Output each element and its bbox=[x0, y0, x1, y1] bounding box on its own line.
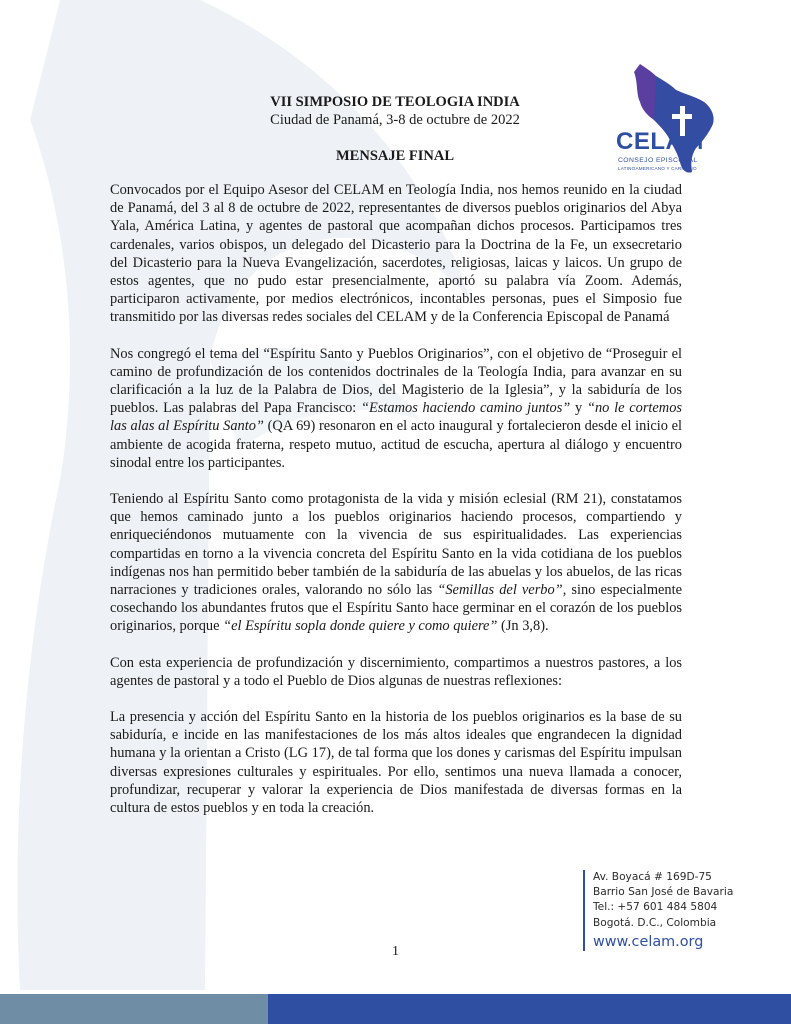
paragraph-3 bbox=[110, 490, 682, 636]
paragraph-1: Convocados por el Equipo Asesor del CELAM en Teología India, nos hemos reunido en la ciudad de Panamá, del 3 al 8 de octubre de 2022, representantes de diversos pueblos originarios del Abya Yala, América Latina, y agentes de pastoral que acompañan dichos procesos. Participamos tres cardenales, varios obispos, un delegado del Dicasterio para la Doctrina de la Fe, un exsecretario del Dicasterio para la Nueva Evangelización, sacerdotes, religiosas, laicas y laicos. Un grupo de estos agentes, que no pudo estar presencialmente, aportó su palabra vía Zoom. Además, participaron activamente, por medios electrónicos, incontables personas, pues el Simposio fue transmitido por las diversas redes sociales del CELAM y de la Conferencia Episcopal de Panamá bbox=[110, 182, 682, 326]
paragraph-4: Con esta experiencia de profundización y discernimiento, compartimos a nuestros pastores, a los agentes de pastoral y a todo el Pueblo de Dios algunas de nuestras reflexiones: bbox=[110, 654, 682, 689]
paragraph-3-quote-1: “Semillas del verbo” bbox=[437, 582, 563, 599]
paragraph-3-text-b: , sino especialmente cosechando los abundantes frutos que el Espíritu Santo hace germinar en el corazón de los pueblos originarios, porque bbox=[110, 582, 682, 635]
logo-wordmark: CELAM bbox=[616, 128, 704, 155]
address-line-city: Bogotá. D.C., Colombia bbox=[593, 916, 717, 929]
website-link[interactable]: www.celam.org bbox=[593, 933, 704, 950]
document-title: VII SIMPOSIO DE TEOLOGIA INDIA bbox=[270, 94, 520, 110]
paragraph-3-quote-2: “el Espíritu sopla donde quiere y como quiere” bbox=[223, 618, 498, 635]
address-line-neighborhood: Barrio San José de Bavaria bbox=[593, 886, 734, 899]
paragraph-2-text-b: y bbox=[570, 400, 587, 417]
paragraph-2-quote-1: “Estamos haciendo camino juntos” bbox=[361, 400, 571, 417]
address-line-phone: Tel.: +57 601 484 5804 bbox=[593, 901, 718, 914]
paragraph-2-quote-2: “no le cortemos las alas al Espíritu Santo” bbox=[110, 400, 682, 435]
paragraph-2-text-c: (QA 69) resonaron en el acto inaugural y fortalecieron desde el inicio el ambiente de acogida fraterna, respeto mutuo, actitud de escucha, apertura al diálogo y encuentro sinodal entre los participantes. bbox=[110, 418, 682, 471]
address-line-street: Av. Boyacá # 169D-75 bbox=[593, 871, 712, 883]
document-body bbox=[110, 181, 682, 835]
paragraph-5: La presencia y acción del Espíritu Santo en la historia de los pueblos originarios es la base de su sabiduría, e incide en las manifestaciones de los más altos ideales que engrandecen la dignidad humana y la orientan a Cristo (LG 17), de tal forma que los dones y carismas del Espíritu impulsan diversas expresiones culturales y espirituales. Por ello, sentimos una nueva llamada a conocer, profundizar, recuperar y valorar la experiencia de Dios manifestada de diversas formas en la cultura de estos pueblos y en toda la creación. bbox=[110, 709, 682, 817]
page-number: 1 bbox=[392, 944, 399, 959]
paragraph-3-text-a: Teniendo al Espíritu Santo como protagonista de la vida y misión eclesial (RM 21), constatamos que hemos caminado junto a los pueblos originarios haciendo procesos, compartiendo y enriqueciéndonos mutuamente con la vivencia de sus espiritualidades. Las experiencias compartidas en torno a la vivencia concreta del Espíritu Santo en la vida cotidiana de los pueblos indígenas nos han permitido beber también de la sabiduría de las abuelas y los abuelos, de las ricas narraciones y tradiciones orales, valorando no sólo las bbox=[110, 491, 682, 599]
document-subtitle: Ciudad de Panamá, 3-8 de octubre de 2022 bbox=[270, 112, 520, 128]
paragraph-3-text-c: (Jn 3,8). bbox=[497, 618, 549, 635]
paragraph-2 bbox=[110, 345, 682, 472]
footer-bar-left-segment bbox=[0, 994, 268, 1024]
logo-tagline-small: LATINOAMERICANO Y CARIBEÑO bbox=[618, 166, 697, 171]
logo-tagline: CONSEJO EPISCOPAL bbox=[618, 157, 698, 164]
footer-bar-right-segment bbox=[268, 994, 791, 1024]
paragraph-2-text-a: Nos congregó el tema del “Espíritu Santo y Pueblos Originarios”, con el objetivo de “Proseguir el camino de profundización de los contenidos doctrinales de la Teología India, para avanzar en su clarificación a la luz de la Palabra de Dios, del Magisterio de la Iglesia”, y la sabiduría de los pueblos. Las palabras del Papa Francisco: bbox=[110, 345, 682, 417]
footer-bar bbox=[0, 994, 791, 1024]
contact-address-block bbox=[583, 870, 733, 951]
message-title: MENSAJE FINAL bbox=[335, 148, 455, 164]
